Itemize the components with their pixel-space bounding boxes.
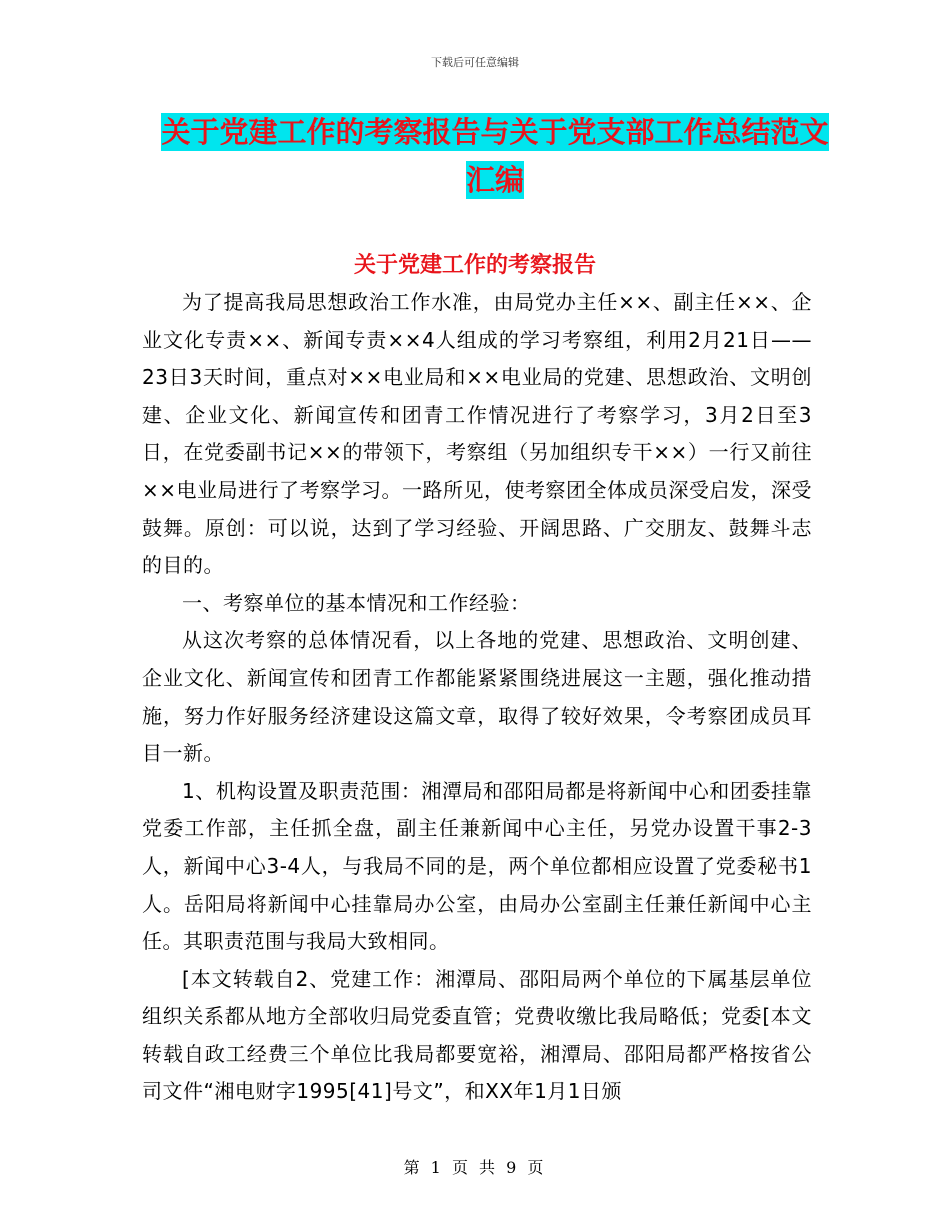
paragraph-intro: 为了提高我局思想政治工作水准，由局党办主任××、副主任××、企业文化专责××、新闻专责××4人组成的学习考察组，利用2月21日——23日3天时间，重点对××电业局和××电业局的党建、思想政治、文明创建、企业文化、新闻宣传和团青工作情况进行了考察学习，3月2日至3日，在党委副书记××的带领下，考察组（另加组织专干××）一行又前往××电业局进行了考察学习。一路所见，使考察团全体成员深受启发，深受鼓舞。原创：可以说，达到了学习经验、开阔思路、广交朋友、鼓舞斗志的目的。 (142, 290, 813, 578)
main-title (150, 108, 840, 204)
page-footer: 第 1 页 共 9 页 (403, 1158, 547, 1177)
paragraph-organization: 1、机构设置及职责范围：湘潭局和邵阳局都是将新闻中心和团委挂靠党委工作部，主任抓全盘，副主任兼新闻中心主任，另党办设置干事2-3人，新闻中心3-4人，与我局不同的是，两个单位都相应设置了党委秘书1人。岳阳局将新闻中心挂靠局办公室，由局办公室副主任兼任新闻中心主任。其职责范围与我局大致相同。 (142, 778, 812, 954)
paragraph-overview: 从这次考察的总体情况看，以上各地的党建、思想政治、文明创建、企业文化、新闻宣传和团青工作都能紧紧围绕进展这一主题，强化推动措施，努力作好服务经济建设这篇文章，取得了较好效果，令考察团成员耳目一新。 (142, 628, 812, 766)
document-body (142, 284, 812, 1111)
header-note: 下载后可任意编辑 (431, 56, 519, 69)
paragraph-heading-1: 一、考察单位的基本情况和工作经验： (182, 590, 531, 615)
section-title: 关于党建工作的考察报告 (353, 252, 596, 278)
paragraph-party-work: [本文转载自2、党建工作：湘潭局、邵阳局两个单位的下属基层单位组织关系都从地方全部收归局党委直管；党费收缴比我局略低；党委[本文转载自政工经费三个单位比我局都要宽裕，湘潭局、邵阳局都严格按省公司文件“湘电财字1995[41]号文”，和XX年1月1日颁 (142, 966, 812, 1104)
main-title-text: 关于党建工作的考察报告与关于党支部工作总结范文汇编 (161, 115, 829, 197)
